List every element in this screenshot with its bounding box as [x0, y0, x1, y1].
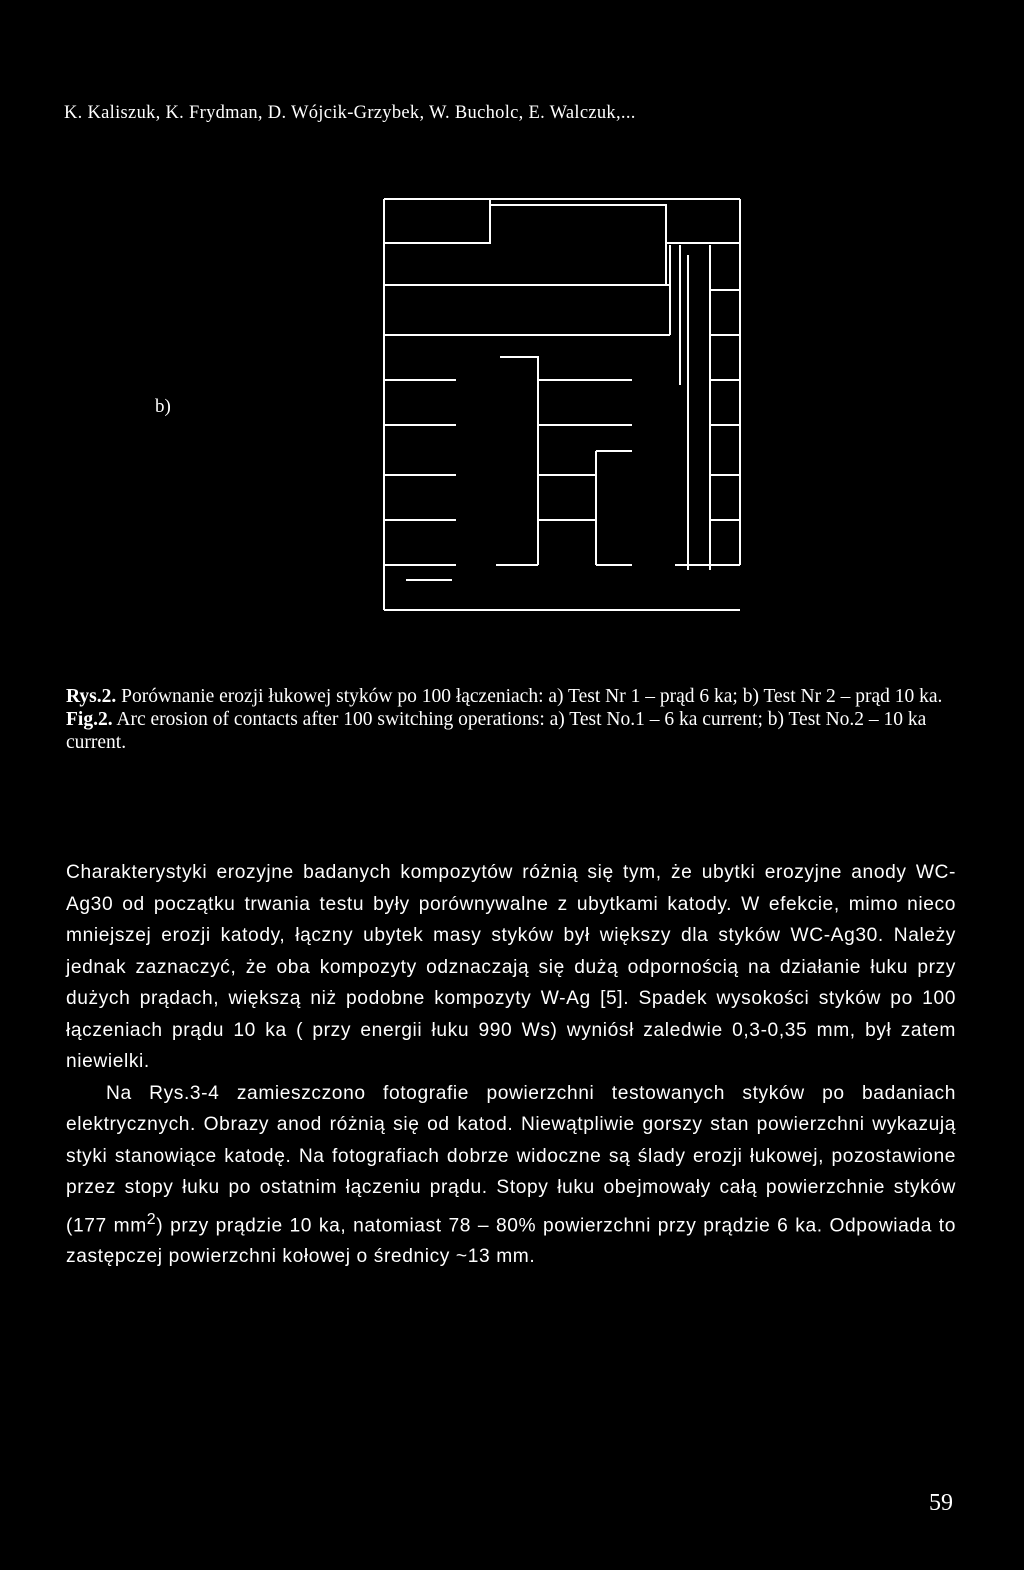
- paragraph-2: [66, 1078, 956, 1273]
- paragraph-1: Charakterystyki erozyjne badanych kompozytów różnią się tym, że ubytki erozyjne anody WC-Ag30 od początku trwania testu były porównywalne z ubytkami katody. W efekcie, mimo nieco mniejszej erozji katody, łączny ubytek masy styków był większy dla styków WC-Ag30. Należy jednak zaznaczyć, że oba kompozyty odznaczają się dużą odpornością na działanie łuku przy dużych prądach, większą niż podobne kompozyty W-Ag [5]. Spadek wysokości styków po 100 łączeniach prądu 10 ka ( przy energii łuku 990 Ws) wyniósł zaledwie 0,3-0,35 mm, był zatem niewielki.: [66, 862, 956, 1072]
- upper-block-left-bar: [384, 199, 490, 243]
- figure-captions: [66, 685, 966, 754]
- center-top: [500, 357, 538, 565]
- contact-erosion-diagram: [370, 185, 750, 615]
- caption-english-text: Arc erosion of contacts after 100 switching operations: a) Test No.1 – 6 ka current; b) Test No.2 – 10 ka current.: [66, 709, 927, 753]
- caption-english-tag: Fig.2.: [66, 709, 113, 730]
- caption-polish: [66, 685, 966, 708]
- paragraph-2-part-2: ) przy prądzie 10 ka, natomiast 78 – 80% powierzchni przy prądzie 6 ka. Odpowiada to zastępczej powierzchni kołowej o średnicy ~13 mm.: [66, 1214, 956, 1268]
- caption-english: [66, 708, 966, 754]
- paragraph-2-part-1: Na Rys.3-4 zamieszczono fotografie powierzchni testowanych styków po badaniach elektrycznych. Obrazy anod różnią się od katod. Niewątpliwie gorszy stan powierzchni wykazują styki stanowiące katodę. Na fotografiach dobrze widoczne są ślady erozji łukowej, pozostawione przez stopy łuku po ostatnim łączeniu prądu. Stopy łuku obejmowały całą powierzchnie styków (177 mm: [66, 1082, 956, 1236]
- superscript-2: 2: [146, 1210, 157, 1228]
- body-text: [66, 857, 956, 1273]
- upper-block-top-inner: [490, 205, 666, 285]
- page-number: 59: [929, 1490, 953, 1516]
- center-step-3: [538, 475, 596, 520]
- running-header: K. Kaliszuk, K. Frydman, D. Wójcik-Grzybek, W. Bucholc, E. Walczuk,...: [64, 103, 636, 123]
- figure-panel-label: b): [155, 396, 171, 417]
- caption-polish-tag: Rys.2.: [66, 686, 117, 707]
- caption-polish-text: Porównanie erozji łukowej styków po 100 łączeniach: a) Test Nr 1 – prąd 6 ka; b) Test Nr 2 – prąd 10 ka.: [121, 686, 943, 707]
